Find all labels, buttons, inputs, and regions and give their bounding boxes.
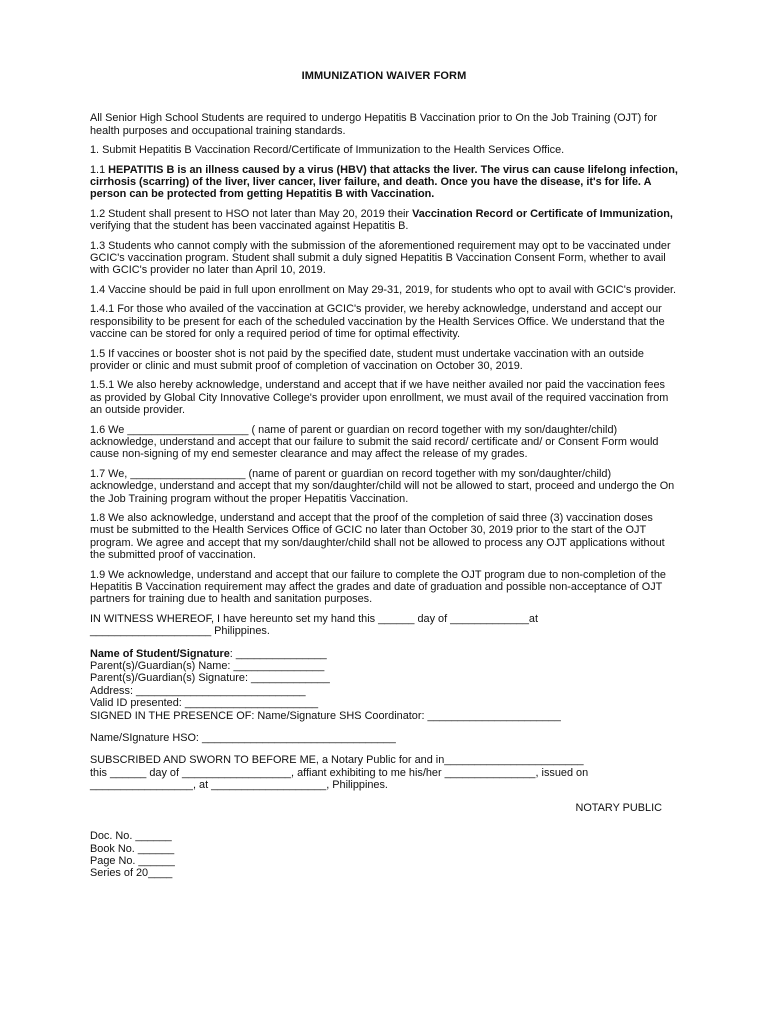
doc-no-line: Doc. No. ______: [90, 830, 172, 843]
page-no-line: Page No. ______: [90, 854, 175, 867]
intro-paragraph: All Senior High School Students are required to undergo Hepatitis B Vaccination prior to On the Job Training (OJT) for health purposes and occupational training standards.: [90, 112, 658, 137]
series-line: Series of 20____: [90, 867, 173, 880]
item-1-1-bold-text: HEPATITIS B is an illness caused by a virus (HBV) that attacks the liver. The virus can cause lifelong infection, cirrhosis (scarring) of the liver, liver cancer, liver failure, and death. Once you have the disease, it's for life. A person can be protected from getting Hepatitis B with Vaccination.: [90, 163, 678, 201]
item-1-8: 1.8 We also acknowledge, understand and accept that the proof of the completion of said three (3) vaccination doses must be submitted to the Health Services Office of GCIC no later than October 30, 2019 prior to the start of the OJT program. We agree and accept that my son/daughter/child shall not be allowed to process any OJT applications without the submitted proof of vaccination.: [90, 511, 665, 562]
notary-block: [90, 754, 678, 814]
guardian-name-line: Parent(s)/Guardian(s) Name: _______________: [90, 660, 325, 673]
student-signature-label: Name of Student/Signature: [90, 647, 230, 660]
item-1-1-number: 1.1: [90, 163, 109, 176]
book-no-line: Book No. ______: [90, 842, 175, 855]
witness-block: [90, 613, 678, 638]
item-1-5: 1.5 If vaccines or booster shot is not paid by the specified date, student must undertake vaccination with an outside provider or clinic and must submit proof of completion of vaccination on October 30, 2019.: [90, 347, 644, 372]
item-1-1: [90, 164, 678, 201]
item-1-9: 1.9 We acknowledge, understand and accept that our failure to complete the OJT program due to non-completion of the Hepatitis B Vaccination requirement may affect the grades and date of graduation and possible non-acceptance of OJT partners for training due to health and sanitation purposes.: [90, 568, 666, 606]
form-title: IMMUNIZATION WAIVER FORM: [301, 70, 467, 82]
item-1: 1. Submit Hepatitis B Vaccination Record/Certificate of Immunization to the Health Services Office.: [90, 144, 565, 157]
student-signature-blank: : _______________: [229, 647, 327, 660]
waiver-form-page: [90, 70, 678, 880]
item-1-4-1: 1.4.1 For those who availed of the vaccination at GCIC's provider, we hereby acknowledge, understand and accept our responsibility to be present for each of the scheduled vaccination by the Health Services Office. We understand that the vaccine can be stored for only a required period of time for optimal effectivity.: [90, 303, 665, 341]
witness-line-2: ____________________ Philippines.: [90, 625, 270, 638]
item-1-7: 1.7 We, ___________________ (name of parent or guardian on record together with my son/daughter/child) acknowledge, understand and accept that my son/daughter/child will not be allowed to start, proceed and undergo the On the Job Training program without the proper Hepatitis Vaccination.: [90, 467, 675, 505]
document-reference-block: [90, 830, 678, 880]
sworn-line-1: SUBSCRIBED AND SWORN TO BEFORE ME, a Notary Public for and in_______________________: [90, 754, 584, 767]
item-1-3: 1.3 Students who cannot comply with the submission of the aforementioned requirement may opt to be vaccinated under GCIC's vaccination program. Student shall submit a duly signed Hepatitis B Vaccination Consent Form, whether to avail with GCIC's provider no later than April 10, 2019.: [90, 239, 671, 277]
item-1-5-1: 1.5.1 We also hereby acknowledge, understand and accept that if we have neither availed nor paid the vaccination fees as provided by Global City Innovative College's provider upon enrollment, we must avail of the required vaccination from an outside provider.: [90, 379, 669, 417]
item-1-4: 1.4 Vaccine should be paid in full upon enrollment on May 29-31, 2019, for students who opt to avail with GCIC's provider.: [90, 283, 677, 296]
witness-line-1: IN WITNESS WHEREOF, I have hereunto set my hand this ______ day of _____________at: [90, 612, 538, 625]
signed-presence-line: SIGNED IN THE PRESENCE OF: Name/Signature SHS Coordinator: ______________________: [90, 709, 561, 722]
sworn-line-3: _________________, at ___________________, Philippines.: [90, 779, 388, 792]
guardian-signature-line: Parent(s)/Guardian(s) Signature: _____________: [90, 672, 330, 685]
signature-block: [90, 648, 678, 745]
hso-signature-line: Name/SIgnature HSO: ________________________________: [90, 732, 396, 745]
valid-id-line: Valid ID presented: ______________________: [90, 697, 319, 710]
item-1-6: 1.6 We ____________________ ( name of parent or guardian on record together with my son/daughter/child) acknowledge, understand and accept that our failure to submit the said record/ certificate and/ or Consent Form would cause non-signing of my end semester clearance and may affect the release of my grades.: [90, 423, 659, 461]
item-1-2-bold-text: Vaccination Record or Certificate of Immunization,: [412, 207, 673, 220]
item-1-2: [90, 208, 678, 233]
address-line: Address: ____________________________: [90, 684, 306, 697]
student-signature-line: [90, 648, 678, 660]
item-1-2-text-a: 1.2 Student shall present to HSO not later than May 20, 2019 their: [90, 207, 413, 220]
item-1-2-text-b: verifying that the student has been vaccinated against Hepatitis B.: [90, 220, 409, 233]
sworn-line-2: this ______ day of __________________, affiant exhibiting to me his/her _______________, issued on: [90, 766, 589, 779]
notary-public-label: NOTARY PUBLIC: [575, 801, 662, 814]
